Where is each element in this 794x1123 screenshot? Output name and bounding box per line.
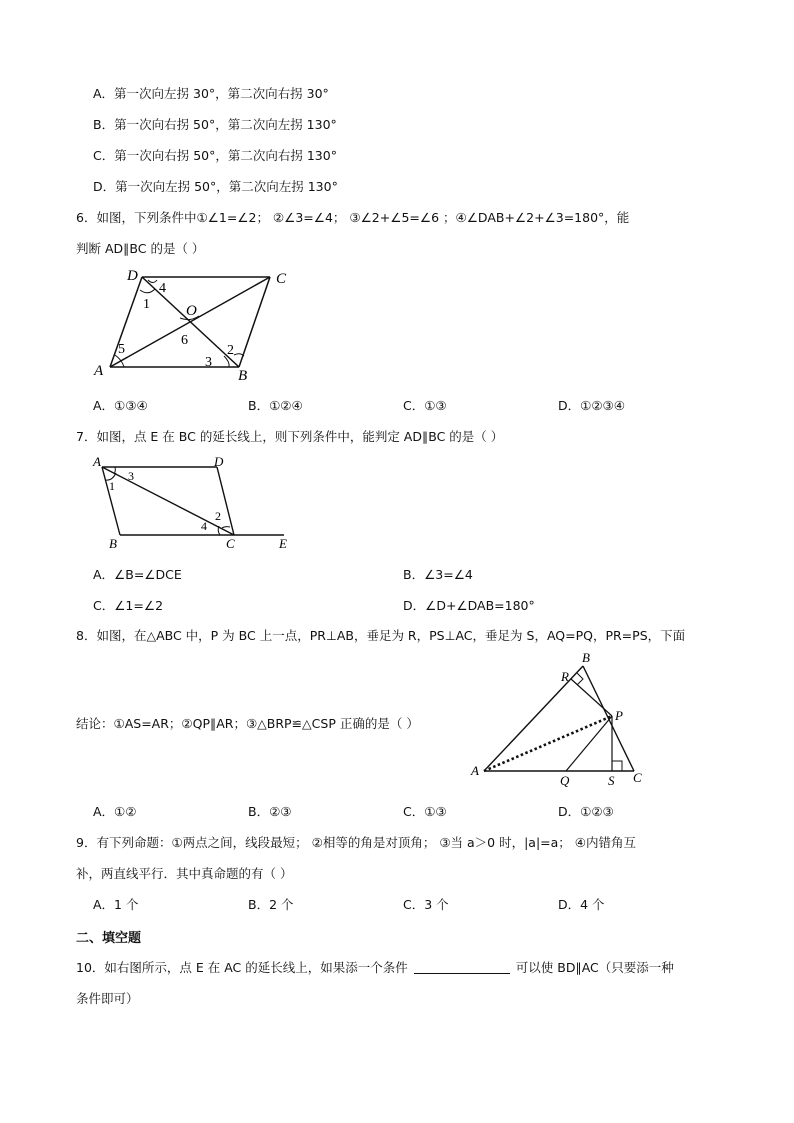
q9-stem-line2: 补，两直线平行．其中真命题的有（ ） <box>76 866 293 881</box>
q7-figure <box>88 448 298 554</box>
q6-label-b: B <box>238 368 248 384</box>
q9-option-c: C．3 个 <box>403 897 449 912</box>
q6-label-d: D <box>127 268 138 284</box>
q7-angle-4: 4 <box>201 519 207 533</box>
q7-diagonal-ac <box>102 467 234 535</box>
q8-option-a: A．①② <box>93 804 137 819</box>
q6-diagonal-db <box>142 277 239 367</box>
q6-edge-cb <box>239 277 270 367</box>
q7-stem: 7．如图，点 E 在 BC 的延长线上，则下列条件中，能判定 AD∥BC 的是（ ） <box>76 429 504 444</box>
q10-stem-after: 可以使 BD∥AC（只要添一种 <box>515 960 674 975</box>
q8-option-d: D．①②③ <box>558 804 614 819</box>
q7-option-a: A．∠B=∠DCE <box>93 567 182 582</box>
q8-label-p: P <box>615 708 623 723</box>
q6-angle-3: 3 <box>205 355 212 370</box>
q9-option-b: B．2 个 <box>248 897 294 912</box>
q6-angle-4: 4 <box>159 281 166 296</box>
q7-option-d: D．∠D+∠DAB=180° <box>403 598 535 613</box>
q6-option-d: D．①②③④ <box>558 398 625 413</box>
q6-option-b: B．①②④ <box>248 398 303 413</box>
q10-stem-before: 10．如右图所示，点 E 在 AC 的延长线上，如果添一个条件 <box>76 960 408 975</box>
q9-option-d: D．4 个 <box>558 897 605 912</box>
q6-option-c: C．①③ <box>403 398 447 413</box>
q6-angle-1: 1 <box>143 297 150 312</box>
q8-label-a: A <box>471 763 479 778</box>
q6-option-a: A．①③④ <box>93 398 148 413</box>
q8-label-r: R <box>561 669 569 684</box>
q8-stem-line1: 8．如图，在△ABC 中，P 为 BC 上一点，PR⊥AB，垂足为 R，PS⊥AC，垂足为 S，AQ=PQ，PR=PS，下面 <box>76 628 686 643</box>
q8-label-b: B <box>582 650 590 665</box>
q6-angle-5: 5 <box>118 342 125 357</box>
q6-angle-2: 2 <box>227 343 234 358</box>
q8-label-s: S <box>608 773 615 788</box>
q7-edge-dc <box>217 467 234 535</box>
q8-option-b: B．②③ <box>248 804 292 819</box>
q6-edge-ad <box>110 277 142 367</box>
q6-figure <box>88 262 303 384</box>
q6-label-c: C <box>276 271 287 287</box>
q7-label-b: B <box>109 536 117 551</box>
q7-angle-3: 3 <box>128 469 134 483</box>
q7-label-d: D <box>214 454 224 469</box>
q7-angle-1: 1 <box>109 479 115 493</box>
q9-option-a: A．1 个 <box>93 897 139 912</box>
q10-stem-line1 <box>76 958 674 976</box>
q7-edge-ab <box>102 467 120 535</box>
q10-answer-blank[interactable] <box>414 961 510 974</box>
section-fill-blank-title: 二、填空题 <box>76 931 142 946</box>
q7-option-c: C．∠1=∠2 <box>93 598 164 613</box>
q6-stem-line1: 6．如图，下列条件中①∠1=∠2； ②∠3=∠4； ③∠2+∠5=∠6 ；④∠DAB+∠2+∠3=180°，能 <box>76 210 630 225</box>
q6-label-o: O <box>186 303 197 319</box>
q8-figure <box>466 648 656 788</box>
q7-option-b: B．∠3=∠4 <box>403 567 473 582</box>
q7-label-a: A <box>93 454 101 469</box>
q8-label-q: Q <box>560 773 570 788</box>
q6-label-a: A <box>94 363 104 379</box>
q5-option-d: D．第一次向左拐 50°，第二次向左拐 130° <box>93 179 338 194</box>
q10-stem-line2: 条件即可） <box>76 991 139 1006</box>
q5-option-b: B．第一次向右拐 50°，第二次向左拐 130° <box>93 117 337 132</box>
q6-stem-line2: 判断 AD∥BC 的是（ ） <box>76 241 205 256</box>
q8-option-c: C．①③ <box>403 804 447 819</box>
q8-segment-ap <box>484 716 612 771</box>
q5-option-a: A．第一次向左拐 30°，第二次向右拐 30° <box>93 86 329 101</box>
q9-stem-line1: 9．有下列命题：①两点之间，线段最短； ②相等的角是对顶角； ③当 a＞0 时，|a|=a； ④内错角互 <box>76 835 636 850</box>
q8-label-c: C <box>633 770 642 785</box>
q6-angle-6: 6 <box>181 333 188 348</box>
q8-segment-pq <box>566 716 612 771</box>
q7-label-e: E <box>279 536 287 551</box>
q5-option-c: C．第一次向右拐 50°，第二次向右拐 130° <box>93 148 337 163</box>
q7-angle-2: 2 <box>215 509 221 523</box>
q7-label-c: C <box>226 536 235 551</box>
q8-stem-line2: 结论：①AS=AR；②QP∥AR；③△BRP≌△CSP 正确的是（ ） <box>76 716 419 731</box>
